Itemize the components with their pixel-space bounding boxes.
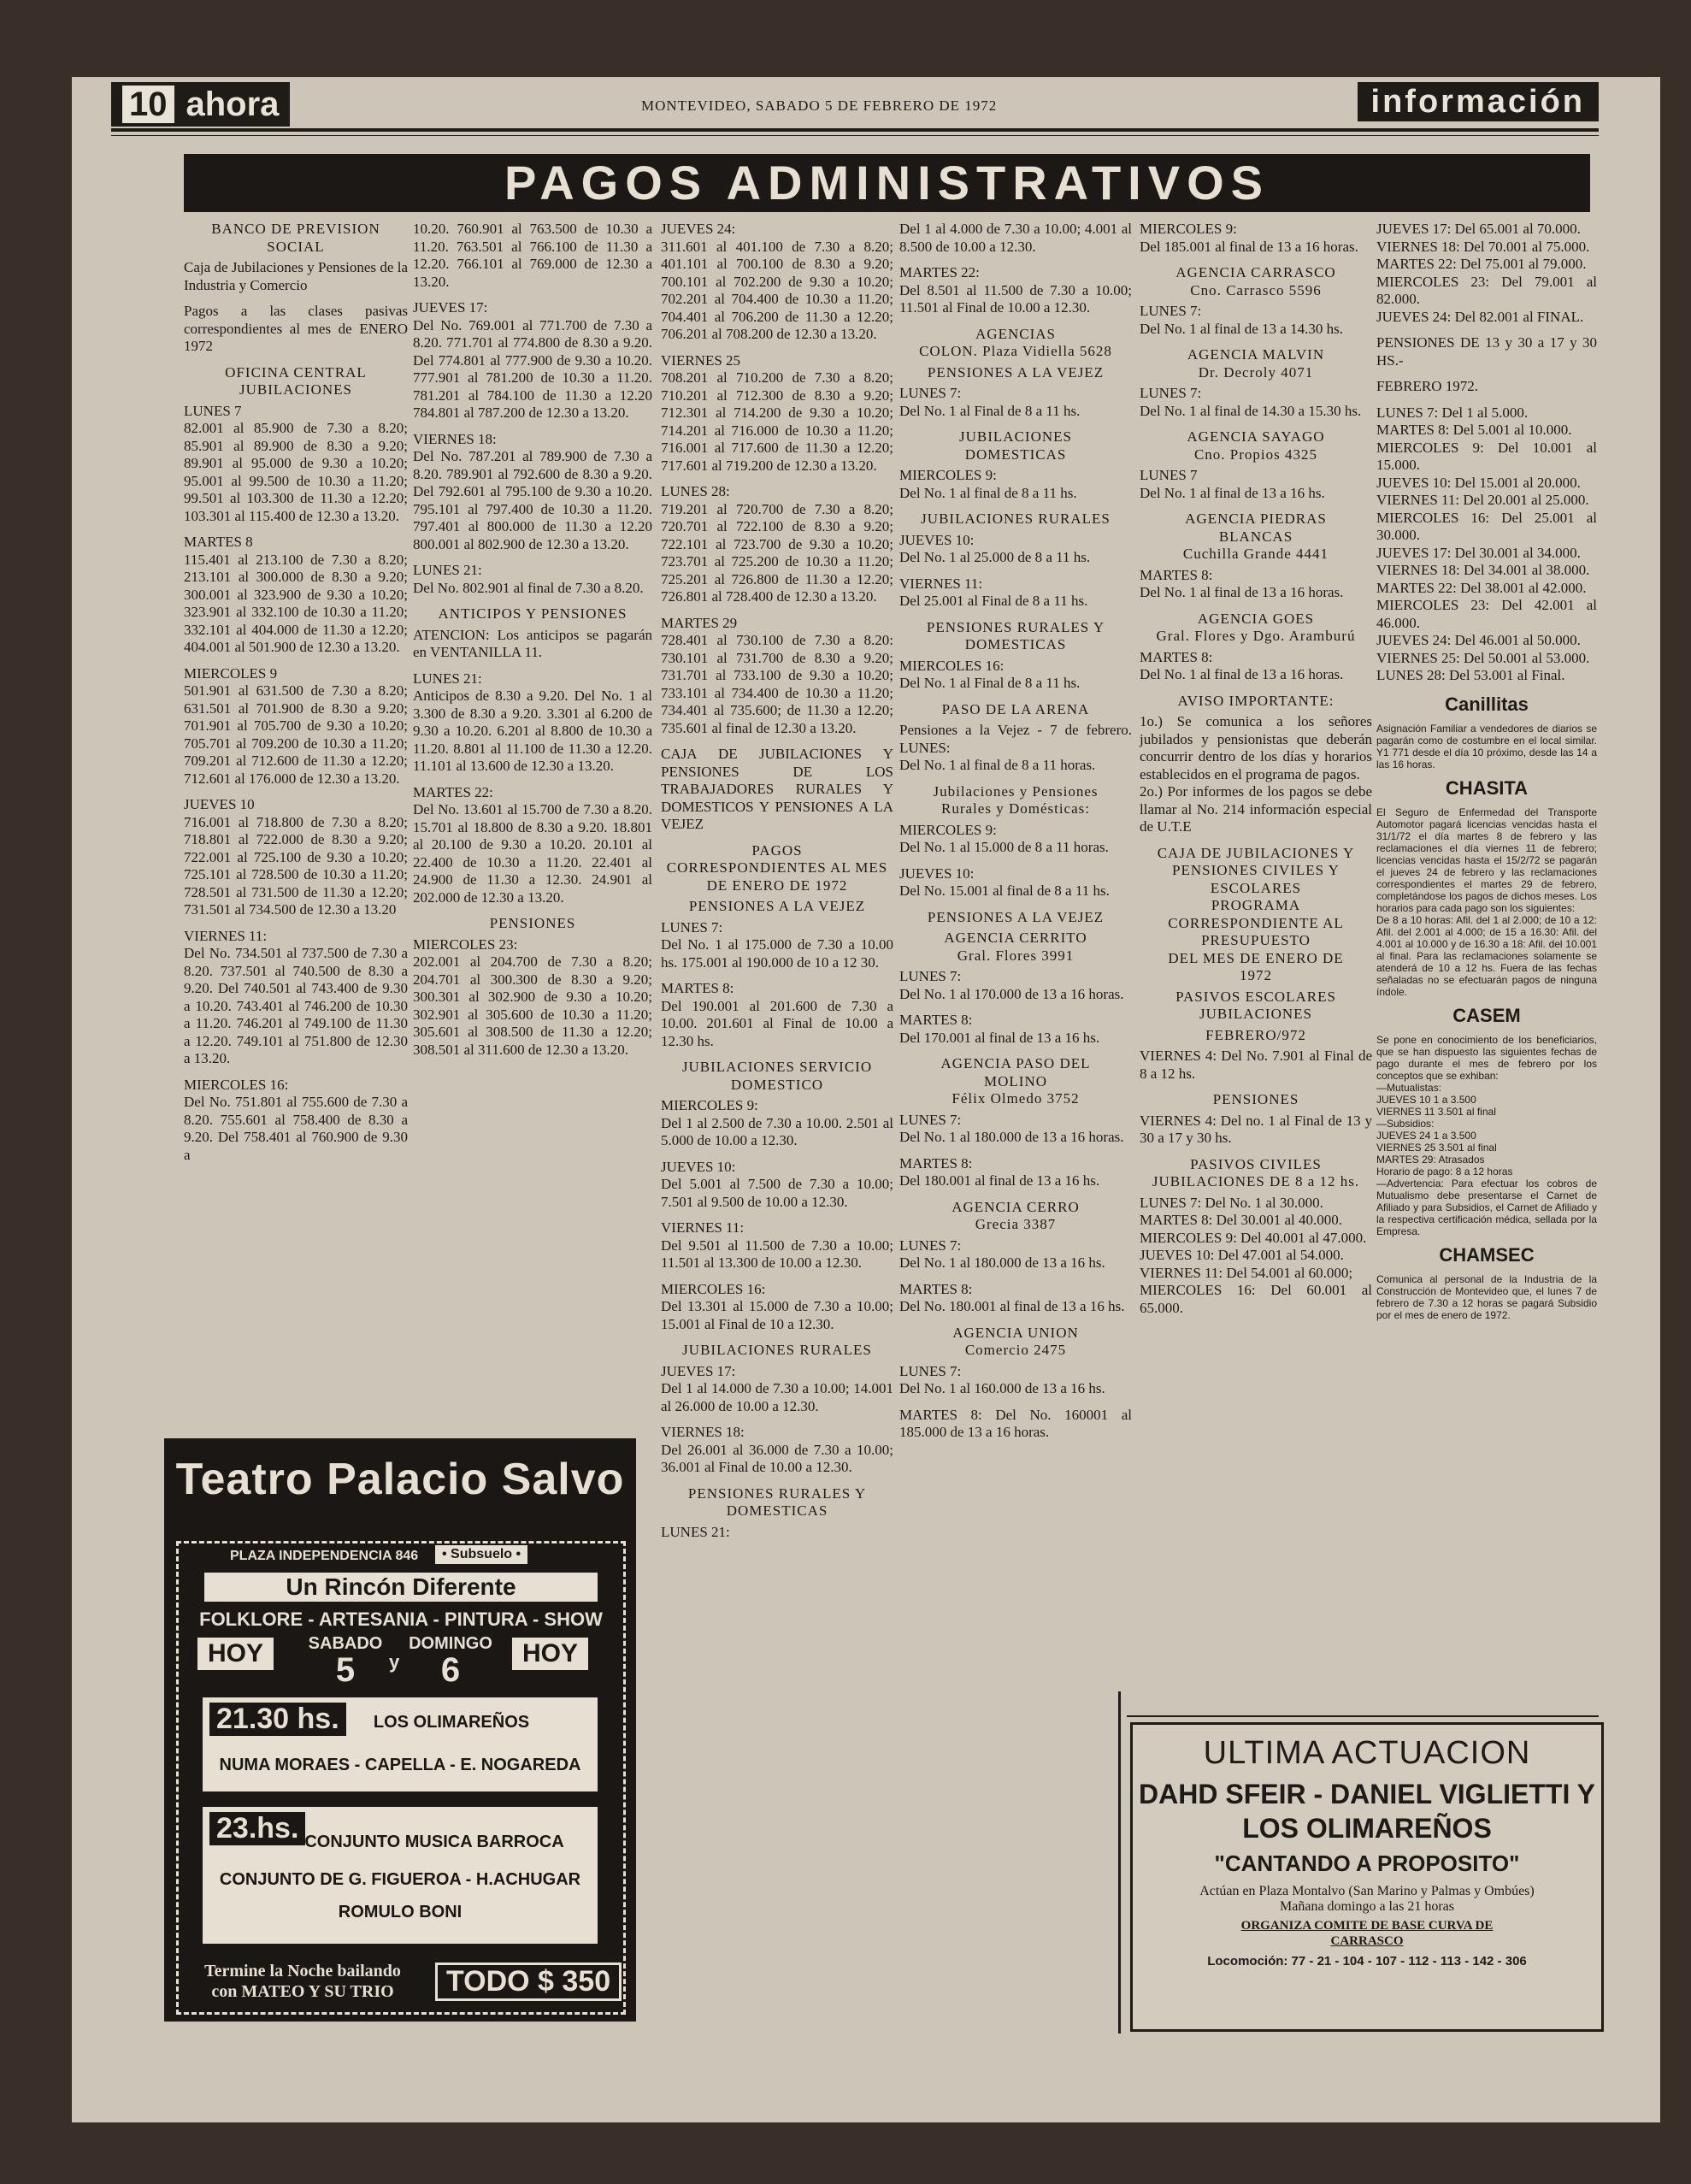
paragraph: MARTES 8: Del 170.001 al final de 13 a 16 hs. [899, 1012, 1100, 1046]
heading: PENSIONES [1212, 1091, 1299, 1107]
act-3: CONJUNTO MUSICA BARROCA [304, 1833, 564, 1851]
ad2-show-name: "CANTANDO A PROPOSITO" [1214, 1850, 1520, 1876]
paragraph: Pagos a las clases pasivas correspondientes al mes de ENERO 1972 [184, 303, 408, 354]
ad-title: Teatro Palacio Salvo [175, 1455, 625, 1504]
paragraph: JUEVES 10 716.001 al 718.800 de 7.30 a 8.20; 718.801 al 722.000 de 8.30 a 9.20; 722.001 al 725.100 de 9.30 a 10.20; 725.101 al 728.500 de 10.30 a 11.20; 728.501 al 731.500 de 11.30 a 12.20; 731.501 al 734.500 de 12.30 a 13.20 [184, 796, 408, 918]
paragraph: MIERCOLES 16: Del No. 751.801 al 755.600 de 7.30 a 8.20. 755.601 al 758.400 de 8.30 a 9.20. Del 758.401 al 760.900 de 9.30 a [184, 1076, 408, 1163]
paragraph: LUNES 28: 719.201 al 720.700 de 7.30 a 8.20; 720.701 al 722.100 de 8.30 a 9.20; 722.101 al 723.700 de 9.30 a 10.20; 723.701 al 725.200 de 10.30 a 11.20; 725.201 al 726.800 de 11.30 a 12.20; 726.801 al 728.400 de 12.30 a 13.20. [661, 483, 893, 605]
paragraph: MARTES 8: Del No. 160001 al 185.000 de 13 a 16 horas. [899, 1406, 1132, 1440]
dateline: MONTEVIDEO, SABADO 5 DE FEBRERO DE 1972 [641, 97, 998, 114]
heading: FEBRERO/972 [1205, 1026, 1306, 1043]
ultima-actuacion-ad [1130, 1722, 1604, 2032]
ad-rule [1127, 1715, 1599, 1717]
ad-frame [176, 1541, 626, 2015]
paragraph: LUNES 7: Del No. 1 al 175.000 de 7.30 a 10.00 hs. 175.001 al 190.000 de 10 a 12 30. [661, 918, 893, 971]
heading: AGENCIA CERRO Grecia 3387 [952, 1198, 1080, 1232]
paragraph: MARTES 8: Del No. 1 al final de 13 a 16 horas. [1140, 648, 1344, 682]
hoy-badge-left: HOY [197, 1638, 274, 1670]
heading: CAJA DE JUBILACIONES Y PENSIONES CIVILES Y ESCOLARES PROGRAMA CORRESPONDIENTE AL PRESUPUESTO DEL MES DE ENERO DE 1972 [1157, 844, 1355, 983]
paragraph: VIERNES 4: Del No. 7.901 al Final de 8 a 12 hs. [1140, 1048, 1372, 1082]
page-number-badge [111, 82, 290, 127]
heading: PENSIONES A LA VEJEZ [927, 363, 1105, 381]
paragraph: LUNES 7: Del No. 1 al 180.000 de 13 a 16 horas. [899, 1111, 1124, 1145]
paragraph: JUEVES 17: Del 1 al 14.000 de 7.30 a 10.00; 14.001 al 26.000 de 10.00 a 12.30. [661, 1362, 893, 1414]
notice-text: Se pone en conocimiento de los beneficiarios, que se han dispuesto las siguientes fechas de pago durante el mes de febrero por los conceptos que se exhiban: —Mutualistas: JUEVES 10 1 a 3.500 VIERNES 11 3.501 al final —Subsidios: JUEVES 24 1 a 3.500 VIERNES 25 3.501 al final MARTES 29: Atrasados Horario de pago: 8 a 12 horas —Advertencia: Para efectuar los cobros de Mutualismo debe presentarse el Carnet de Afiliado y para Subsidios, el Carnet de Afiliado y la respectiva certificación médica, sellada por la Empresa. [1376, 1033, 1597, 1237]
paragraph: MIERCOLES 23: 202.001 al 204.700 de 7.30 a 8.20; 204.701 al 300.300 de 8.30 a 9.20; 300.301 al 302.900 de 9.30 a 10.20; 302.901 al 305.600 de 10.30 a 11.20; 305.601 al 308.500 de 11.30 a 12.20; 308.501 al 311.600 de 12.30 a 13.20. [413, 936, 652, 1058]
paragraph: FEBRERO 1972. [1376, 378, 1479, 394]
page-number: 10 [122, 86, 174, 123]
paragraph: 1o.) Se comunica a los señores jubilados y pensionistas que deberán concurrir dentro de los días y horarios establecidos en el programa de pagos. 2o.) Por informes de los pagos se debe llamar al No. 214 información especial de U.T.E [1140, 713, 1372, 835]
show-time-1: 21.30 hs. [209, 1703, 346, 1736]
paragraph: LUNES 7: Del No. 1 al Final de 8 a 11 hs. [899, 385, 1081, 419]
heading: BANCO DE PREVISION SOCIAL [211, 221, 380, 255]
teatro-palacio-salvo-ad [164, 1438, 636, 2022]
paragraph: LUNES 7 Del No. 1 al final de 13 a 16 hs. [1140, 467, 1325, 501]
paragraph: MARTES 22: Del 8.501 al 11.500 de 7.30 a 10.00; 11.501 al Final de 10.00 a 12.30. [899, 264, 1132, 316]
section-banner: PAGOS ADMINISTRATIVOS [184, 154, 1590, 212]
paper-name: ahora [186, 86, 280, 123]
heading: AVISO IMPORTANTE: [1177, 692, 1335, 709]
paragraph: 10.20. 760.901 al 763.500 de 10.30 a 11.20. 763.501 al 766.100 de 11.30 a 12.20. 766.101 al 769.000 de 12.30 a 13.20. [413, 221, 652, 290]
saturday-date [307, 1634, 384, 1687]
heading: AGENCIA PASO DEL MOLINO Félix Olmedo 3752 [940, 1055, 1091, 1107]
paragraph: LUNES 21: Anticipos de 8.30 a 9.20. Del No. 1 al 3.300 de 8.30 a 9.20. 3.301 al 6.200 de 9.30 a 10.20. 6.201 al 8.800 de 10.30 a 11.20. 8.801 al 11.100 de 11.30 a 12.20. 11.101 al 13.600 de 12.30 a 13.20. [413, 670, 652, 774]
heading: PENSIONES RURALES Y DOMESTICAS [687, 1485, 867, 1519]
column-4 [899, 221, 1132, 1450]
paragraph: Caja de Jubilaciones y Pensiones de la Industria y Comercio [184, 259, 408, 293]
notice-text: El Seguro de Enfermedad del Transporte Automotor pagará licencias vencidas hasta el 31/1/72 el día martes 8 de febrero y las reclamaciones el día viernes 11 de febrero; licencias vencidas hasta el 15/2/72 se pagarán el jueves 24 de febrero y las reclamaciones correspondientes el martes 29 de febrero, completándose los pagos de dichos meses. Los horarios para cada pago son los siguientes: De 8 a 10 horas: Afil. del 1 al 2.000; de 10 a 12: Afil. del 2.001 al 4.000; de 15 a 16.30: Afil. del 4.001 al 10.000 y de 16.30 a 18: Afil. del 10.001 al final. Para las reclamaciones solamente se atenderá de 10 a 12 hs. Fuera de las fechas señaladas no se efectuarán pagos de ninguna índole. [1376, 806, 1597, 998]
paragraph: MARTES 8: Del No. 1 al final de 13 a 16 horas. [1140, 566, 1344, 600]
paragraph: VIERNES 11: Del 9.501 al 11.500 de 7.30 a 10.00; 11.501 al 13.300 de 10.00 a 12.30. [661, 1219, 893, 1271]
heading: AGENCIA GOES Gral. Flores y Dgo. Aramburú [1156, 610, 1356, 644]
show-box-1 [203, 1697, 598, 1791]
hoy-badge-right: HOY [512, 1638, 588, 1670]
paragraph: MIERCOLES 16: Del No. 1 al Final de 8 a 11 hs. [899, 657, 1081, 691]
sunday-label: DOMINGO [409, 1634, 492, 1653]
heading: JUBILACIONES RURALES [921, 511, 1111, 527]
paragraph: MARTES 8: Del No. 180.001 al final de 13 a 16 hs. [899, 1280, 1125, 1314]
paragraph: LUNES 21: [661, 1523, 730, 1540]
paragraph: MIERCOLES 9: Del 185.001 al final de 13 a 16 horas. [1140, 221, 1358, 255]
heading: JUBILACIONES RURALES [682, 1342, 872, 1358]
column-1 [184, 221, 408, 1172]
heading: AGENCIA CARRASCO Cno. Carrasco 5596 [1175, 264, 1336, 298]
section-label: información [1358, 82, 1599, 121]
paragraph: MIERCOLES 9: Del 1 al 2.500 de 7.30 a 10.00. 2.501 al 5.000 de 10.00 a 12.30. [661, 1097, 893, 1148]
heading: PENSIONES RURALES Y DOMESTICAS [926, 618, 1105, 652]
heading: AGENCIAS COLON. Plaza Vidiella 5628 [919, 325, 1112, 359]
column-5 [1140, 221, 1372, 1325]
act-4: CONJUNTO DE G. FIGUEROA - H.ACHUGAR [219, 1870, 581, 1889]
ad2-venue: Actúan en Plaza Montalvo (San Marino y Palmas y Ombúes) Mañana domingo a las 21 horas [1199, 1884, 1535, 1914]
paragraph: MARTES 8: Del 190.001 al 201.600 de 7.30 a 10.00. 201.601 al Final de 10.00 a 12.30 hs. [661, 980, 893, 1049]
column-2 [413, 221, 652, 1067]
heading: Jubilaciones y Pensiones Rurales y Domésticas: [933, 782, 1099, 817]
paragraph: LUNES 7: Del No. 1 al 170.000 de 13 a 16 horas. [899, 968, 1124, 1002]
show-box-2 [203, 1807, 598, 1944]
ad2-organizer: ORGANIZA COMITE DE BASE CURVA DE CARRASCO [1240, 1919, 1494, 1948]
notice-heading: CASEM [1452, 1004, 1521, 1026]
paragraph: LUNES 7: Del No. 1 al 160.000 de 13 a 16 hs. [899, 1362, 1105, 1396]
act-2: NUMA MORAES - CAPELLA - E. NOGAREDA [219, 1756, 581, 1774]
paragraph: MARTES 29 728.401 al 730.100 de 7.30 a 8.20: 730.101 al 731.700 de 8.30 a 9.20; 731.701 al 733.100 de 9.30 a 10.20; 733.101 al 734.400 de 10.30 a 11.20; 734.401 al 735.600; de 11.30 a 12.20; 735.601 al final de 12.30 a 13.20. [661, 614, 893, 736]
heading: PENSIONES A LA VEJEZ [927, 908, 1105, 925]
ad-price: TODO $ 350 [435, 1963, 622, 2001]
notice-text: Asignación Familiar a vendedores de diarios se pagarán como de costumbre en el local similar. Y1 771 desde el día 10 próximo, desde las 14 a las 16 horas. [1376, 722, 1597, 770]
paragraph: LUNES 7: Del No. 1 al 30.000. MARTES 8: Del 30.001 al 40.000. MIERCOLES 9: Del 40.001 al 47.000. JUEVES 10: Del 47.001 al 54.000. VIERNES 11: Del 54.001 al 60.000; MIERCOLES 16: Del 60.001 al 65.000. [1140, 1194, 1372, 1316]
paragraph: JUEVES 24: 311.601 al 401.100 de 7.30 a 8.20; 401.101 al 700.100 de 8.30 a 9.20; 700.101 al 702.200 de 9.30 a 10.20; 702.201 al 704.400 de 10.30 a 11.20; 704.401 al 706.200 de 11.30 a 12.20; 706.201 al 708.200 de 12.30 a 13.20. [661, 221, 893, 342]
heading: AGENCIA CERRITO Gral. Flores 3991 [944, 930, 1087, 964]
sunday-date [408, 1634, 493, 1687]
paragraph: JUEVES 10: Del No. 1 al 25.000 de 8 a 11 hs. [899, 531, 1091, 565]
notice-text: Comunica al personal de la Industria de la Construcción de Montevideo que, el lunes 7 de febrero de 7.30 a 12 horas se pagará Subsidio por el mes de enero de 1972. [1376, 1272, 1597, 1321]
heading: PENSIONES [489, 915, 576, 931]
paragraph: JUEVES 10: Del No. 15.001 al final de 8 a 11 hs. [899, 865, 1110, 899]
ad2-transport: Locomoción: 77 - 21 - 104 - 107 - 112 - 113 - 142 - 306 [1207, 1954, 1527, 1969]
paragraph: LUNES 7 82.001 al 85.900 de 7.30 a 8.20; 85.901 al 89.900 de 8.30 a 9.20; 89.901 al 95.000 de 9.30 a 10.20; 95.001 al 99.500 de 10.30 a 11.20; 99.501 al 103.300 de 11.30 a 12.20; 103.301 al 115.400 de 12.30 a 13.20. [184, 402, 408, 524]
notice-heading: Canillitas [1445, 693, 1529, 715]
paragraph: JUEVES 10: Del 5.001 al 7.500 de 7.30 a 10.00; 7.501 al 9.500 de 10.00 a 12.30. [661, 1158, 893, 1210]
paragraph: VIERNES 25 708.201 al 710.200 de 7.30 a 8.20; 710.201 al 712.300 de 8.30 a 9.20; 712.301 al 714.200 de 9.30 a 10.20; 714.201 al 716.000 de 10.30 a 11.20; 716.001 al 717.600 de 11.30 a 12.20; 717.601 al 719.200 de 12.30 a 13.20. [661, 351, 893, 474]
paragraph: MARTES 22: Del No. 13.601 al 15.700 de 7.30 a 8.20. 15.701 al 18.800 de 8.30 a 9.20. 18.801 al 20.100 de 9.30 a 10.20. 20.101 al 22.400 de 10.30 a 11.20. 22.401 al 24.900 de 11.30 a 12.30. 24.901 al 202.000 de 12.30 a 13.20. [413, 783, 652, 906]
heading: PASIVOS ESCOLARES JUBILACIONES [1175, 988, 1336, 1022]
heading: PENSIONES A LA VEJEZ [688, 898, 866, 914]
paragraph: ATENCION: Los anticipos se pagarán en VENTANILLA 11. [413, 626, 652, 660]
heading: JUBILACIONES DOMESTICAS [959, 428, 1072, 463]
heading: AGENCIA PIEDRAS BLANCAS Cuchilla Grande 4441 [1182, 511, 1329, 562]
notice-heading: CHASITA [1445, 776, 1529, 799]
ad-address: PLAZA INDEPENDENCIA 846 [230, 1549, 419, 1563]
heading: OFICINA CENTRAL JUBILACIONES [225, 363, 367, 398]
paragraph: VIERNES 18: Del No. 787.201 al 789.900 de 7.30 a 8.20. 789.901 al 792.600 de 8.30 a 9.20. Del 792.601 al 795.100 de 9.30 a 10.20. 795.101 al 797.400 de 10.30 a 11.20. 797.401 al 800.000 de 11.30 a 12.20 800.001 al 802.900 de 12.30 a 13.20. [413, 430, 652, 552]
heading: AGENCIA UNION Comercio 2475 [952, 1324, 1079, 1358]
paragraph: LUNES 7: Del No. 1 al final de 14.30 a 15.30 hs. [1140, 385, 1362, 419]
ad2-performers: DAHD SFEIR - DANIEL VIGLIETTI Y LOS OLIMAREÑOS [1139, 1779, 1595, 1844]
column-3 [661, 221, 893, 1549]
paragraph: LUNES 7: Del 1 al 5.000. MARTES 8: Del 5.001 al 10.000. MIERCOLES 9: Del 10.001 al 15.000. JUEVES 10: Del 15.001 al 20.000. VIERNES 11: Del 20.001 al 25.000. MIERCOLES 16: Del 25.001 al 30.000. JUEVES 17: Del 30.001 al 34.000. VIERNES 18: Del 34.001 al 38.000. MARTES 22: Del 38.001 al 42.000. MIERCOLES 23: Del 42.001 al 46.000. JUEVES 24: Del 46.001 al 50.000. VIERNES 25: Del 50.001 al 53.000. LUNES 28: Del 53.001 al Final. [1376, 404, 1597, 683]
act-5: ROMULO BONI [338, 1903, 463, 1921]
masthead [111, 79, 1599, 127]
heading: ANTICIPOS Y PENSIONES [438, 605, 627, 622]
ad-tagline: Un Rincón Diferente [204, 1573, 598, 1602]
paragraph: MARTES 8: Del 180.001 al final de 13 a 16 hs. [899, 1154, 1100, 1189]
paragraph: MIERCOLES 9: Del No. 1 al 15.000 de 8 a 11 horas. [899, 821, 1109, 855]
paragraph: VIERNES 11: Del No. 734.501 al 737.500 de 7.30 a 8.20. 737.501 al 740.500 de 8.30 a 9.20. Del 740.501 al 743.400 de 9.30 a 10.20. 743.401 al 746.200 de 10.30 a 11.20. 746.201 al 749.100 de 11.30 a 12.20. 749.101 al 751.800 de 12.30 a 13.20. [184, 927, 408, 1066]
heading: AGENCIA SAYAGO Cno. Propios 4325 [1187, 428, 1325, 463]
masthead-rule-thin [111, 135, 1599, 136]
ad-genres: FOLKLORE - ARTESANIA - PINTURA - SHOW [199, 1608, 603, 1630]
paragraph: VIERNES 18: Del 26.001 al 36.000 de 7.30 a 10.00; 36.001 al Final de 10.00 a 12.30. [661, 1424, 893, 1475]
paragraph: MARTES 8 115.401 al 213.100 de 7.30 a 8.20; 213.101 al 300.000 de 8.30 a 9.20; 300.001 al 323.900 de 9.30 a 10.20; 323.901 al 332.100 de 10.30 a 11.20; 332.101 al 404.000 de 11.30 a 12.20; 404.001 al 501.900 de 12.30 a 13.20. [184, 534, 408, 655]
heading: PAGOS CORRESPONDIENTES AL MES DE ENERO DE 1972 [666, 841, 888, 894]
heading: JUBILACIONES SERVICIO DOMESTICO [681, 1059, 873, 1093]
sunday-number: 6 [440, 1651, 461, 1689]
column-6 [1376, 221, 1597, 1328]
ad2-headline: ULTIMA ACTUACION [1203, 1735, 1531, 1771]
show-time-2: 23.hs. [209, 1812, 305, 1845]
paragraph: MIERCOLES 9 501.901 al 631.500 de 7.30 a 8.20; 631.501 al 701.900 de 8.30 a 9.20; 701.901 al 705.700 de 9.30 a 10.20; 705.701 al 709.200 de 10.30 a 11.20; 709.201 al 712.600 de 11.30 a 12.20; 712.601 al 176.000 de 12.30 a 13.20. [184, 664, 408, 787]
heading: PASIVOS CIVILES JUBILACIONES DE 8 a 12 hs. [1152, 1155, 1360, 1189]
column-rule [1118, 1691, 1121, 2033]
paragraph: LUNES 21: Del No. 802.901 al final de 7.30 a 8.20. [413, 562, 644, 596]
heading: AGENCIA MALVIN Dr. Decroly 4071 [1187, 346, 1325, 381]
saturday-number: 5 [335, 1651, 356, 1689]
paragraph: CAJA DE JUBILACIONES Y PENSIONES DE LOS TRABAJADORES RURALES Y DOMESTICOS Y PENSIONES A LA VEJEZ [661, 746, 893, 832]
masthead-rule [111, 128, 1599, 132]
saturday-label: SABADO [308, 1634, 383, 1653]
ad-subsuelo: • Subsuelo • [435, 1545, 527, 1564]
act-1: LOS OLIMAREÑOS [373, 1713, 530, 1732]
ad-conjunction: y [389, 1651, 400, 1673]
paragraph: VIERNES 4: Del no. 1 al Final de 13 y 30 a 17 y 30 hs. [1140, 1112, 1372, 1146]
paragraph: VIERNES 11: Del 25.001 al Final de 8 a 11 hs. [899, 575, 1088, 609]
paragraph: MIERCOLES 16: Del 13.301 al 15.000 de 7.30 a 10.00; 15.001 al Final de 10 a 12.30. [661, 1280, 893, 1332]
paragraph: Del 1 al 4.000 de 7.30 a 10.00; 4.001 al 8.500 de 10.00 a 12.30. [899, 221, 1132, 255]
paragraph: MIERCOLES 9: Del No. 1 al final de 8 a 11 hs. [899, 467, 1077, 501]
paragraph: JUEVES 17: Del 65.001 al 70.000. VIERNES 18: Del 70.001 al 75.000. MARTES 22: Del 75.001 al 79.000. MIERCOLES 23: Del 79.001 al 82.000. JUEVES 24: Del 82.001 al FINAL. [1376, 221, 1597, 325]
ad-closing-text: Termine la Noche bailando con MATEO Y SU TRIO [204, 1962, 401, 2001]
paragraph: LUNES 7: Del No. 1 al final de 13 a 14.30 hs. [1140, 303, 1343, 337]
notice-heading: CHAMSEC [1439, 1243, 1535, 1266]
paragraph: JUEVES 17: Del No. 769.001 al 771.700 de 7.30 a 8.20. 771.701 al 774.800 de 8.30 a 9.20. Del 774.801 al 777.900 de 9.30 a 10.20. 777.901 al 781.200 de 10.30 a 11.20. 781.201 al 784.100 de 11.30 a 12.20 784.801 al 787.200 de 12.30 a 13.20. [413, 299, 652, 421]
heading: PASO DE LA ARENA [941, 700, 1090, 717]
paragraph: Pensiones a la Vejez - 7 de febrero. LUNES: Del No. 1 al final de 8 a 11 horas. [899, 722, 1132, 773]
paragraph: PENSIONES DE 13 y 30 a 17 y 30 HS.- [1376, 334, 1597, 369]
paragraph: LUNES 7: Del No. 1 al 180.000 de 13 a 16 hs. [899, 1237, 1105, 1271]
